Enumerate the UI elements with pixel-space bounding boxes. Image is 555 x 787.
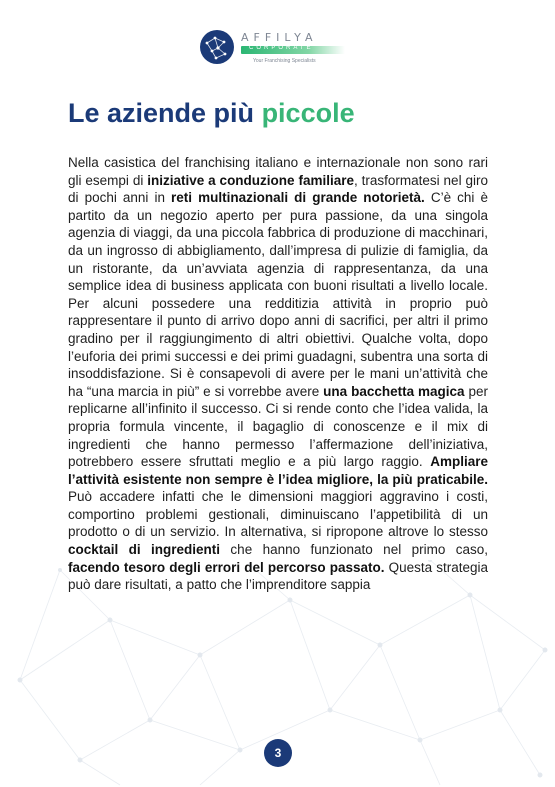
company-logo <box>199 29 359 69</box>
page-number-badge: 3 <box>264 739 292 767</box>
body-text-segment: Può accadere infatti che le dimensioni maggiori aggravino i costi, comportino problemi gestionali, diminuiscano l’appetibilità di un prodotto o di un servizio. In alternativa, si ripropone altrove lo stesso <box>68 489 488 540</box>
network-globe-icon <box>199 29 235 65</box>
body-bold-text: iniziative a conduzione familiare <box>147 172 354 188</box>
body-bold-text: reti multinazionali di grande notorietà. <box>171 190 425 206</box>
brand-name: AFFILYA <box>241 31 318 44</box>
body-text-segment: che hanno funzionato nel primo caso, <box>220 542 488 558</box>
body-text-segment: Questa strategia può dare risultati, a patto che l’imprenditore sappia <box>68 559 489 593</box>
body-bold-text: una bacchetta magica <box>323 383 465 399</box>
brand-subtitle: CORPORATE <box>249 45 314 51</box>
brand-tagline: Your Franchising Specialists <box>253 58 316 64</box>
body-text-segment: , trasformatesi nel giro di pochi anni in <box>68 172 488 206</box>
body-text-segment: C’è chi è partito da un negozio aperto per pura passione, da una singola agenzia di viaggi, da una piccola fabbrica di produzione di macchinari, da un ingrosso di abbigliamento, dall’impresa di pulizie di famiglia, da un ristorante, da un’avviata agenzia di rappresentanza, da una semplice idea di business applicata con buoni risultati a livello locale. Per alcuni possedere una redditizia attività in proprio può rappresentare il punto di arrivo dopo anni di sacrifici, per altri il primo gradino per il raggiungimento di altri obiettivi. Qualche volta, dopo l’euforia dei primi successi e dei primi guadagni, subentra una sorta di insoddisfazione. Si è consapevoli di avere per le mani un’attività che ha “una marcia in più” e si vorrebbe avere <box>68 190 488 399</box>
body-bold-text: Ampliare l’attività esistente non sempre è l’idea migliore, la più praticabile. <box>68 454 488 487</box>
body-text-segment: per replicarne all’infinito il successo. Ci si rende conto che l’idea valida, la propria formula vincente, il bagaglio di conoscenze e il mix di ingredienti che hanno permesso l’affermazione dell’iniziativa, potrebbero essere sfruttati meglio e a più largo raggio. <box>68 383 488 470</box>
page-title <box>68 98 355 129</box>
body-paragraph <box>68 154 488 594</box>
body-bold-text: facendo tesoro degli errori del percorso passato. <box>68 559 385 575</box>
body-text-segment: Nella casistica del franchising italiano e internazionale non sono rari gli esempi di <box>68 155 488 188</box>
title-accent: piccole <box>261 98 355 128</box>
body-bold-text: cocktail di ingredienti <box>68 542 221 558</box>
title-prefix: Le aziende più <box>68 98 255 128</box>
